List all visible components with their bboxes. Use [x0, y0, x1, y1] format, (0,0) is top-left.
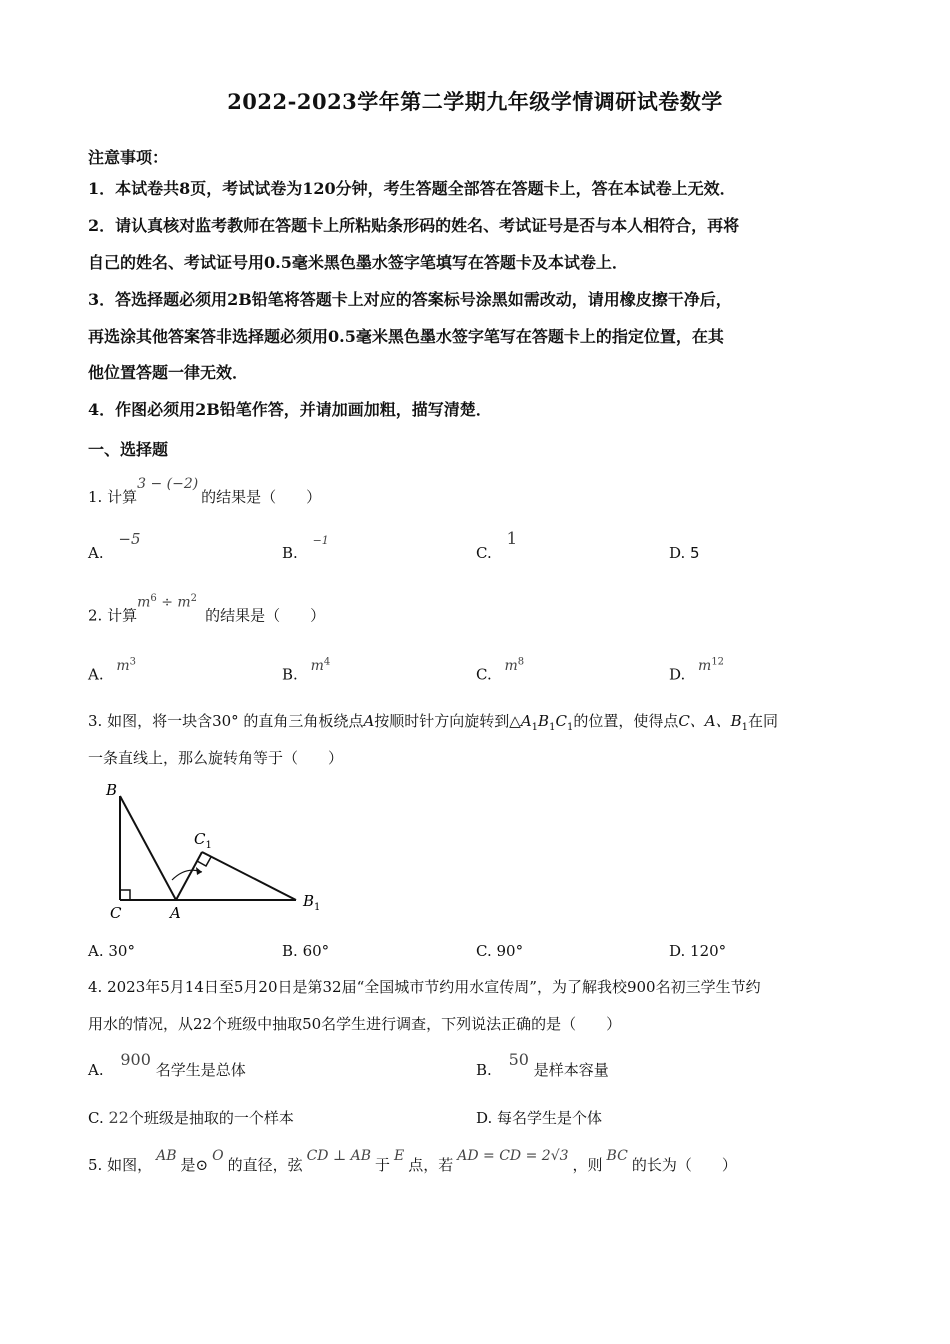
notice-item-3-cont2: 他位置答题一律无效． [88, 363, 249, 382]
rotation-arrowhead [196, 867, 202, 875]
q3-option-b: B. 60° [282, 942, 330, 960]
side-ac1 [176, 852, 202, 900]
q1-option-a: A. −5 [88, 530, 141, 562]
notice-item-2: 2．请认真核对监考教师在答题卡上所粘贴条形码的姓名、考试证号是否与本人相符合，再将 [88, 216, 740, 235]
q4-option-c: C. 22个班级是抽取的一个样本 [88, 1108, 294, 1127]
q1-prefix: 1. 计算 [88, 488, 138, 506]
q4-option-a: A. 900 名学生是总体 [88, 1050, 246, 1079]
label-b1: $B_1$ [303, 892, 321, 913]
q1-expression: 3 − (−2) [137, 476, 199, 492]
q1-option-c: C. 1 [476, 529, 518, 562]
rotation-figure [100, 778, 340, 928]
notice-item-2-cont: 自己的姓名、考试证号用0.5毫米黑色墨水签字笔填写在答题卡及本试卷上． [88, 253, 628, 272]
label-a: A [170, 904, 181, 922]
label-b: B [106, 781, 118, 799]
q2-expression: $m^6 \div m^2$ [137, 593, 198, 611]
label-c1: $C_1$ [194, 830, 212, 851]
notice-item-3: 3．答选择题必须用2B铅笔将答题卡上对应的答案标号涂黑如需改动，请用橡皮擦干净后， [88, 290, 732, 309]
question-4-line-2: 用水的情况，从22个班级中抽取50名学生进行调查，下列说法正确的是（ ） [88, 1015, 622, 1033]
section-heading: 一、选择题 [88, 440, 169, 459]
q2-option-b: B. $m^4$ [282, 656, 331, 684]
q3-option-a: A. 30° [88, 942, 135, 960]
side-ba [120, 796, 176, 900]
q4-option-d: D. 每名学生是个体 [476, 1109, 603, 1127]
q3-option-d: D. 120° [669, 942, 727, 960]
page-title: 2022-2023学年第二学期九年级学情调研试卷数学 [227, 89, 723, 114]
q2-option-c: C. $m^8$ [476, 656, 525, 684]
q4-option-b: B. 50 是样本容量 [476, 1050, 609, 1079]
q2-option-a: A. $m^3$ [88, 656, 137, 684]
question-3-line-2: 一条直线上，那么旋转角等于（ ） [88, 749, 344, 767]
question-1 [88, 476, 878, 508]
q1-option-b: B. $^{-1}$ [282, 534, 329, 562]
label-c: C [110, 904, 122, 922]
right-angle-c [120, 890, 130, 900]
q1-option-d: D. 5 [669, 544, 700, 562]
q2-option-d: D. $m^{12}$ [669, 656, 725, 684]
side-c1b1 [202, 852, 296, 900]
question-3-line-1: 3. 如图，将一块含30° 的直角三角板绕点A按顺时针方向旋转到$\triangle A_1B_1C_1$的位置，使得点C、A、$B_1$在同 [88, 712, 779, 733]
question-2: 2. 计算$m^6 \div m^2$的结果是（ ） [88, 603, 878, 627]
notice-item-4: 4．作图必须用2B铅笔作答，并请加画加粗，描写清楚． [88, 400, 492, 419]
question-4-line-1: 4. 2023年5月14日至5月20日是第32届“全国城市节约用水宣传周”，为了解我校900名初三学生节约 [88, 978, 761, 996]
q3-option-c: C. 90° [476, 942, 524, 960]
notice-item-3-cont: 再选涂其他答案答非选择题必须用0.5毫米黑色墨水签字笔写在答题卡上的指定位置，在其 [88, 327, 724, 346]
notice-item-1: 1．本试卷共8页，考试试卷为120分钟，考生答题全部答在答题卡上，答在本试卷上无效． [88, 179, 736, 198]
question-5: 5. 如图， AB 是⊙ O 的直径，弦 CD ⊥ AB 于 E 点，若 AD = CD = 2√3 ，则 BC 的长为（ ） [88, 1148, 737, 1174]
q1-suffix: 的结果是（ ） [201, 488, 322, 506]
notice-heading: 注意事项： [88, 148, 169, 167]
